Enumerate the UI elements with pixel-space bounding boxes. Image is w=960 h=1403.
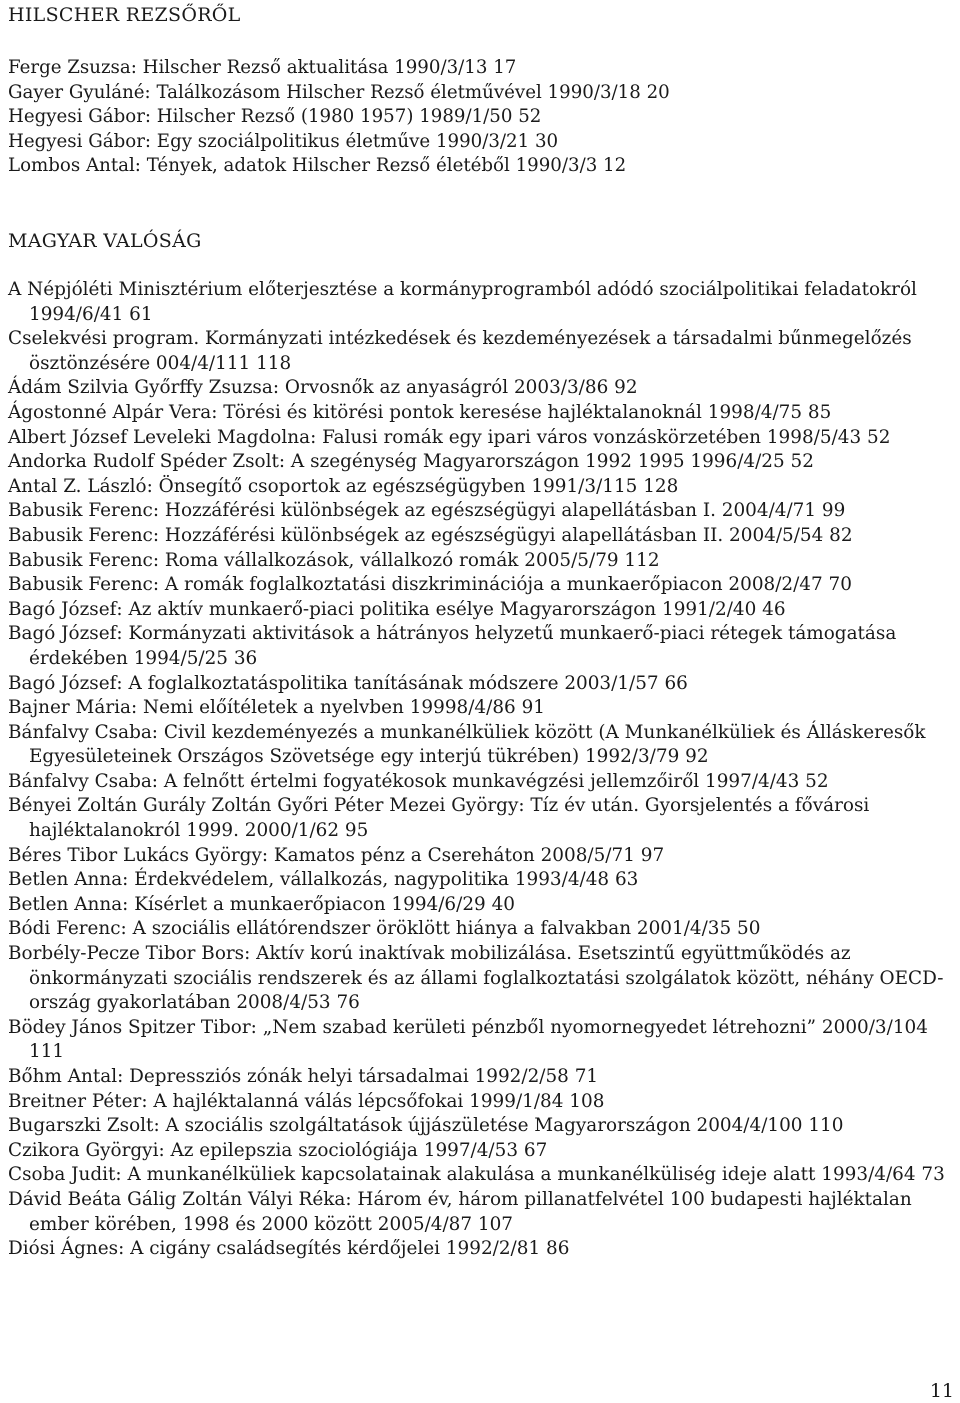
hilscher-list-block [8,56,952,179]
list-item: Béres Tibor Lukács György: Kamatos pénz a Csereháton 2008/5/71 97 [8,844,665,866]
list-item: Borbély-Pecze Tibor Bors: Aktív korú inaktívak mobilizálása. Esetszintű együttműködés az önkormányzati szociális rendszerek és az állami foglalkoztatási szolgálatok között, néhány OECD-ország gyakorlatában 2008/4/53 76 [8,943,944,1014]
list-item: Diósi Ágnes: A cigány családsegítés kérdőjelei 1992/2/81 86 [8,1238,570,1260]
list-item: Dávid Beáta Gálig Zoltán Vályi Réka: Három év, három pillanatfelvétel 100 budapesti hajléktalan ember körében, 1998 és 2000 között 2005/4/87 107 [8,1188,912,1235]
list-item: Bőhm Antal: Depressziós zónák helyi társadalmai 1992/2/58 71 [8,1066,599,1087]
magyar-list [8,278,952,1262]
list-item: Albert József Leveleki Magdolna: Falusi romák egy ipari város vonzáskörzetében 1998/5/43 52 [8,426,891,448]
section-title-hilscher: HILSCHER REZSŐRŐL [8,4,241,26]
list-item: Bánfalvy Csaba: A felnőtt értelmi fogyatékosok munkavégzési jellemzőiről 1997/4/43 52 [8,770,829,792]
list-item: Antal Z. László: Önsegítő csoportok az egészségügyben 1991/3/115 128 [8,475,679,497]
hilscher-list [8,56,952,179]
list-item: Csoba Judit: A munkanélküliek kapcsolatainak alakulása a munkanélküliség ideje alatt 1993/4/64 73 [8,1164,945,1186]
list-item: Czikora Györgyi: Az epilepszia szociológiája 1997/4/53 67 [8,1139,548,1161]
list-item: Bényei Zoltán Gurály Zoltán Győri Péter Mezei György: Tíz év után. Gyorsjelentés a fővárosi hajléktalanokról 1999. 2000/1/62 95 [8,795,870,842]
list-item: Bagó József: Az aktív munkaerő-piaci politika esélye Magyarországon 1991/2/40 46 [8,598,786,620]
list-item: Cselekvési program. Kormányzati intézkedések és kezdeményezések a társadalmi bűnmegelőzés ösztönzésére 004/4/111 118 [8,328,912,374]
list-item: Betlen Anna: Érdekvédelem, vállalkozás, nagypolitika 1993/4/48 63 [8,869,639,891]
list-item: Ágostonné Alpár Vera: Törési és kitörési pontok keresése hajléktalanoknál 1998/4/75 85 [8,401,832,423]
list-item: Bagó József: Kormányzati aktivitások a hátrányos helyzetű munkaerő-piaci rétegek támogatása érdekében 1994/5/25 36 [8,623,897,669]
list-item: Bódi Ferenc: A szociális ellátórendszer öröklött hiánya a falvakban 2001/4/35 50 [8,918,761,940]
list-item: Babusik Ferenc: Roma vállalkozások, vállalkozó romák 2005/5/79 112 [8,549,660,571]
list-item: Babusik Ferenc: A romák foglalkoztatási diszkriminációja a munkaerőpiacon 2008/2/47 70 [8,574,852,596]
list-item: Babusik Ferenc: Hozzáférési különbségek az egészségügyi alapellátásban II. 2004/5/54 82 [8,524,853,546]
list-item: Hegyesi Gábor: Hilscher Rezső (1980 1957) 1989/1/50 52 [8,106,542,128]
list-item: Andorka Rudolf Spéder Zsolt: A szegénység Magyarországon 1992 1995 1996/4/25 52 [8,451,814,473]
list-item: Ferge Zsuzsa: Hilscher Rezső aktualitása 1990/3/13 17 [8,57,517,78]
magyar-list-block [8,278,952,1262]
list-item: Babusik Ferenc: Hozzáférési különbségek az egészségügyi alapellátásban I. 2004/4/71 99 [8,500,846,522]
list-item: Bugarszki Zsolt: A szociális szolgáltatások újjászületése Magyarországon 2004/4/100 110 [8,1115,844,1137]
list-item: Bajner Mária: Nemi előítéletek a nyelvben 19998/4/86 91 [8,697,545,719]
page-number: 11 [929,1380,954,1402]
list-item: Bagó József: A foglalkoztatáspolitika tanításának módszere 2003/1/57 66 [8,672,688,694]
list-item: Breitner Péter: A hajléktalanná válás lépcsőfokai 1999/1/84 108 [8,1090,605,1112]
list-item: Gayer Gyuláné: Találkozásom Hilscher Rezső életművével 1990/3/18 20 [8,81,670,103]
list-item: Betlen Anna: Kísérlet a munkaerőpiacon 1994/6/29 40 [8,893,515,915]
list-item: Bánfalvy Csaba: Civil kezdeményezés a munkanélküliek között (A Munkanélküliek és Álláskeresők Egyesületeinek Országos Szövetsége egy interjú tükrében) 1992/3/79 92 [8,721,926,768]
list-item: Ádám Szilvia Győrffy Zsuzsa: Orvosnők az anyaságról 2003/3/86 92 [8,377,638,399]
list-item: Bödey János Spitzer Tibor: „Nem szabad kerületi pénzből nyomornegyedet létrehozni” 2000/3/104 111 [8,1016,928,1063]
list-item: Hegyesi Gábor: Egy szociálpolitikus életműve 1990/3/21 30 [8,130,559,152]
list-item: Lombos Antal: Tények, adatok Hilscher Rezső életéből 1990/3/3 12 [8,155,627,177]
list-item: A Népjóléti Minisztérium előterjesztése a kormányprogramból adódó szociálpolitikai feladatokról 1994/6/41 61 [8,279,917,325]
section-title-magyar: MAGYAR VALÓSÁG [8,230,202,252]
